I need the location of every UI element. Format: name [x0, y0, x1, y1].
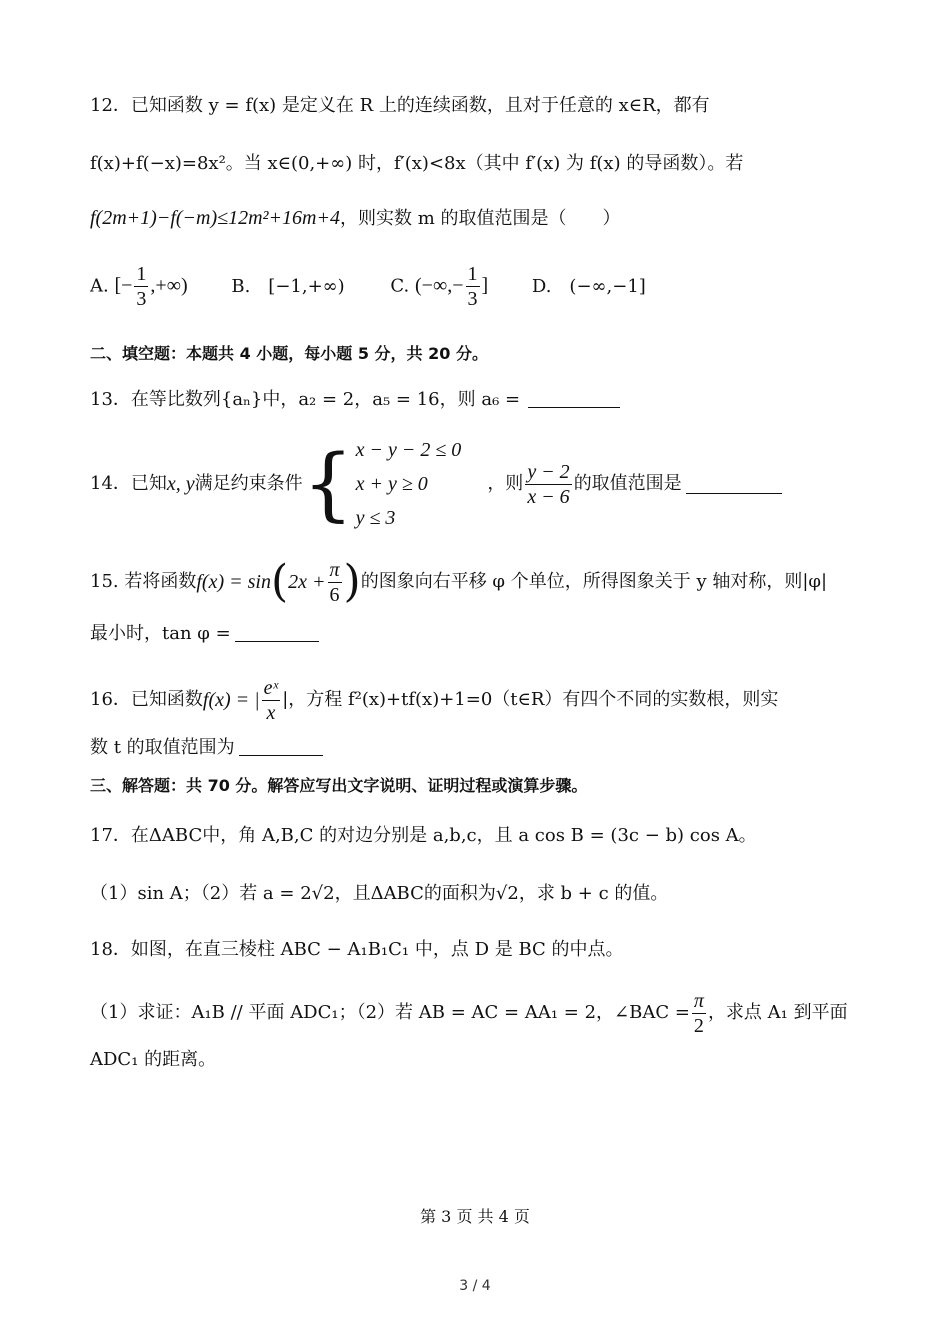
option-c-pre: (−∞,−: [415, 274, 464, 297]
q16-answer-blank: [239, 737, 323, 756]
q18-line2: [90, 988, 854, 1038]
option-b: [231, 273, 344, 301]
q18-denominator: 2: [693, 1014, 704, 1037]
q15-denominator: 6: [329, 583, 340, 606]
q16-post: |，方程 f²(x)+tf(x)+1=0（t∈R）有四个不同的实数根，则实: [282, 689, 779, 710]
option-a-pre: [−: [114, 274, 133, 297]
option-c-fraction: [466, 264, 480, 309]
q15-post: 的图象向右平移 φ 个单位，所得图象关于 y 轴对称，则|φ|: [360, 571, 828, 592]
q14-constraint-2: x + y ≥ 0: [355, 473, 428, 495]
q12-text-1: 12．已知函数 y = f(x) 是定义在 R 上的连续函数，且对于任意的 x∈R，都有: [90, 95, 710, 116]
q14-fraction: [525, 462, 571, 507]
q12-line1: [90, 92, 854, 120]
q12-options: [90, 264, 854, 320]
q14-mid: 满足约束条件: [194, 473, 303, 494]
left-paren-icon: (: [270, 556, 289, 607]
q14-then: ，则: [487, 473, 524, 494]
q15-inner: 2x +: [288, 571, 326, 593]
q14-vars: x, y: [166, 473, 195, 495]
section-2-text: 二、填空题：本题共 4 小题，每小题 5 分，共 20 分。: [90, 344, 488, 363]
q13-answer-blank: [528, 389, 620, 408]
q12-inequality: f(2m+1)−f(−m)≤12m²+16m+4: [90, 207, 340, 229]
q18-text-1: 18．如图，在直三棱柱 ABC − A₁B₁C₁ 中，点 D 是 BC 的中点。: [90, 939, 624, 960]
q16-numerator: eˣ: [263, 676, 279, 699]
section-3-text: 三、解答题：共 70 分。解答应写出文字说明、证明过程或演算步骤。: [90, 776, 588, 795]
option-a-denominator: 3: [136, 288, 147, 310]
q16-denominator: x: [266, 701, 276, 724]
q16-fraction: [262, 678, 281, 723]
section-3-heading: [90, 772, 854, 800]
q14-numerator: y − 2: [527, 460, 570, 483]
q12-line3: [90, 204, 854, 233]
q16-line1: [90, 670, 854, 730]
q14-post: 的取值范围是: [573, 473, 682, 494]
q17-line1: [90, 822, 854, 850]
q14-constraints: [356, 433, 462, 535]
option-b-text: B. [−1,+∞): [231, 275, 345, 297]
q14-line: [90, 436, 854, 532]
page-footer: [0, 1204, 950, 1227]
q18-text-2a: （1）求证：A₁B // 平面 ADC₁；（2）若 AB = AC = AA₁ = 2，∠BAC =: [90, 1002, 690, 1023]
q14-pre: 14．已知: [90, 473, 167, 494]
option-c-denominator: 3: [467, 288, 478, 310]
brace-icon: {: [302, 437, 354, 530]
section-2-heading: [90, 340, 854, 368]
page-indicator: [0, 1278, 950, 1294]
option-a: [90, 264, 188, 309]
q18-fraction: [692, 991, 706, 1036]
q18-line3: [90, 1046, 854, 1074]
q18-numerator: π: [693, 989, 704, 1012]
q18-text-3: ADC₁ 的距离。: [90, 1049, 217, 1070]
q15-text-2: 最小时，tan φ =: [90, 623, 231, 644]
q15-line2: [90, 620, 854, 648]
right-paren-icon: ): [343, 556, 361, 607]
option-a-numerator: 1: [136, 263, 147, 285]
option-c-numerator: 1: [467, 263, 478, 285]
option-c-post: ]: [481, 274, 489, 297]
q15-line1: [90, 552, 854, 612]
q16-pre: 16．已知函数: [90, 689, 203, 710]
q16-function: f(x) = |: [202, 689, 260, 711]
q16-text-2: 数 t 的取值范围为: [90, 737, 235, 758]
q17-text-1: 17．在ΔABC中，角 A,B,C 的对边分别是 a,b,c，且 a cos B = (3c − b) cos A。: [90, 825, 757, 846]
q15-numerator: π: [329, 558, 340, 581]
q14-denominator: x − 6: [527, 485, 570, 508]
q17-line2: [90, 880, 854, 908]
q13-line: [90, 386, 854, 414]
q13-text: 13．在等比数列{aₙ}中，a₂ = 2，a₅ = 16，则 a₆ =: [90, 389, 521, 410]
q14-constraint-system: [303, 433, 462, 535]
q17-text-2: （1）sin A；（2）若 a = 2√2，且ΔABC的面积为√2，求 b + c 的值。: [90, 883, 669, 904]
page-footer-text: 第 3 页 共 4 页: [420, 1207, 530, 1226]
q14-constraint-3: y ≤ 3: [355, 507, 396, 529]
q15-function: f(x) = sin: [196, 571, 271, 593]
q18-text-2b: ，求点 A₁ 到平面: [707, 1002, 848, 1023]
q18-line1: [90, 936, 854, 964]
q14-constraint-1: x − y − 2 ≤ 0: [355, 439, 462, 461]
option-d: [532, 273, 646, 301]
option-c: [390, 264, 488, 309]
q15-answer-blank: [235, 623, 319, 642]
q15-fraction: [328, 560, 342, 605]
option-a-post: ,+∞): [150, 274, 188, 297]
option-a-label: A.: [90, 275, 109, 297]
q14-answer-blank: [686, 475, 782, 494]
q15-pre: 15. 若将函数: [90, 571, 197, 592]
option-d-text: D. (−∞,−1]: [531, 275, 646, 297]
q16-line2: [90, 734, 854, 762]
q12-text-2: f(x)+f(−x)=8x²。当 x∈(0,+∞) 时，f′(x)<8x（其中 f′(x) 为 f(x) 的导函数）。若: [90, 153, 744, 174]
option-c-label: C.: [390, 275, 410, 297]
q12-line2: [90, 150, 854, 178]
page-indicator-text: 3 / 4: [459, 1278, 491, 1294]
option-a-fraction: [134, 264, 148, 309]
q12-text-3: ，则实数 m 的取值范围是（ ）: [339, 208, 621, 229]
